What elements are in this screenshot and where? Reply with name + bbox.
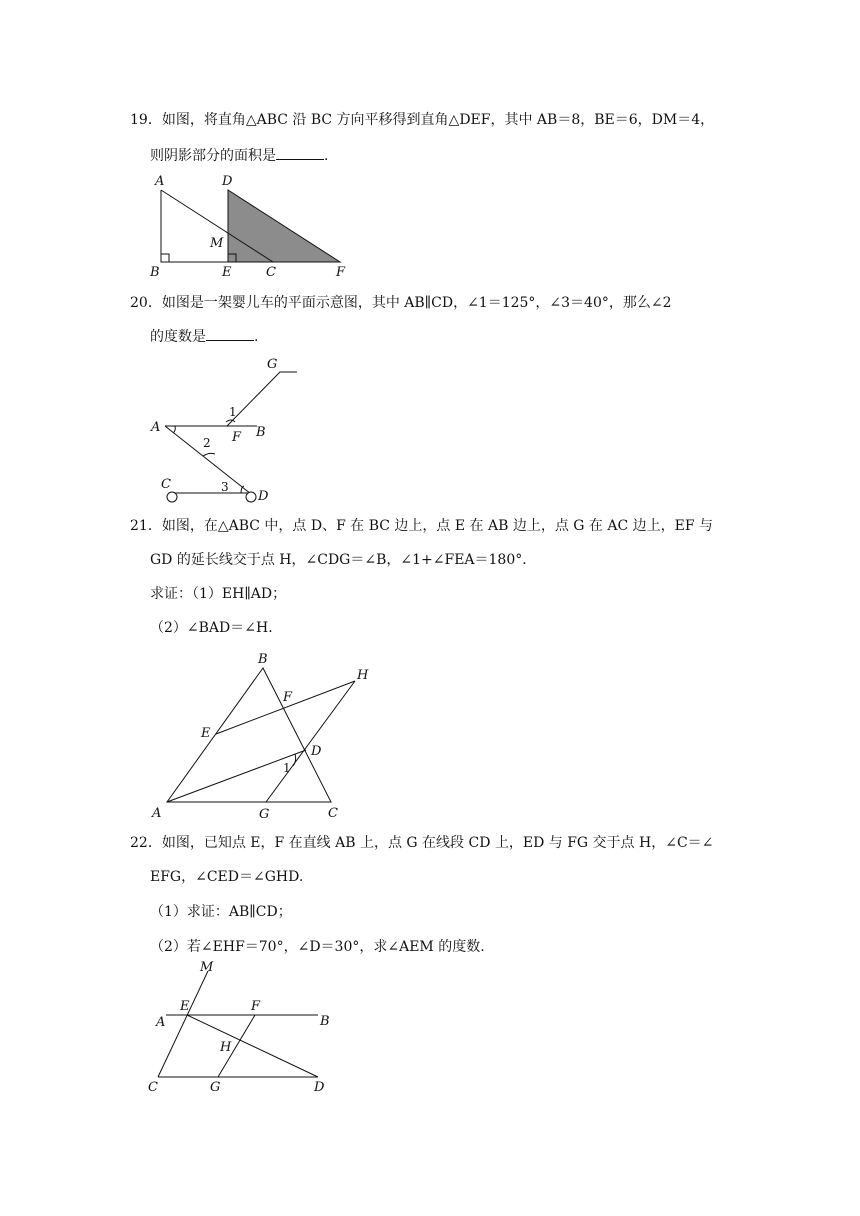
label-D: D (314, 1080, 325, 1095)
q19-line2 (150, 145, 328, 166)
shaded-region (228, 190, 340, 262)
label-H: H (357, 668, 369, 683)
label-C: C (266, 265, 276, 280)
q20-line2-end: . (254, 329, 259, 345)
label-B: B (150, 265, 160, 280)
q20-answer-blank[interactable] (206, 326, 254, 341)
label-M: M (200, 960, 214, 975)
q19-answer-blank[interactable] (276, 145, 324, 160)
triangle-abc (167, 668, 331, 802)
label-H: H (220, 1040, 232, 1055)
label-B: B (256, 425, 266, 440)
line-eh (216, 681, 355, 734)
label-G: G (267, 357, 278, 372)
label-D: D (258, 489, 269, 504)
q19-figure (140, 170, 360, 280)
label-F: F (336, 265, 346, 280)
q20-line1: 20．如图是一架婴儿车的平面示意图，其中 AB∥CD，∠1＝125°，∠3＝40°，那么∠2 (130, 295, 672, 311)
label-F: F (251, 999, 261, 1014)
label-E: E (201, 726, 211, 741)
wheel-c (167, 492, 177, 502)
label-C: C (148, 1080, 158, 1095)
q22-line4: （2）若∠EHF＝70°，∠D＝30°，求∠AEM 的度数. (150, 939, 485, 955)
label-A: A (155, 174, 165, 189)
q20-line2 (150, 326, 258, 347)
label-C: C (328, 806, 338, 820)
q21-line3: 求证：（1）EH∥AD； (150, 586, 287, 602)
line-ed (187, 1015, 318, 1077)
q20-line2-text: 的度数是 (150, 329, 206, 345)
label-1: 1 (283, 761, 291, 775)
q19-line1: 19．如图，将直角△ABC 沿 BC 方向平移得到直角△DEF，其中 AB＝8，BE＝6，DM＝4， (130, 112, 715, 128)
q22-line2: EFG，∠CED＝∠GHD. (150, 869, 304, 885)
label-D: D (222, 174, 233, 189)
angle-2-arc (203, 453, 215, 456)
q21-line4: （2）∠BAD＝∠H. (150, 620, 273, 636)
label-F: F (232, 430, 242, 445)
label-M: M (210, 236, 224, 251)
label-A: A (151, 420, 161, 435)
label-A: A (156, 1015, 166, 1030)
label-F: F (283, 690, 293, 705)
handle-g (227, 372, 297, 426)
label-D: D (311, 744, 322, 759)
label-C: C (161, 477, 171, 492)
label-3: 3 (221, 480, 229, 494)
q19-line2-text: 则阴影部分的面积是 (150, 148, 276, 164)
label-G: G (210, 1080, 221, 1095)
wheel-d (246, 492, 256, 502)
q21-line1: 21．如图，在△ABC 中，点 D、F 在 BC 边上，点 E 在 AB 边上，点 G 在 AC 边上，EF 与 (130, 518, 714, 534)
line-cm (158, 971, 208, 1077)
label-G: G (259, 807, 270, 820)
right-angle-b (161, 254, 169, 262)
q22-line1: 22．如图，已知点 E，F 在直线 AB 上，点 G 在线段 CD 上，ED 与 FG 交于点 H，∠C＝∠ (130, 835, 714, 851)
label-E: E (222, 265, 232, 280)
label-2: 2 (203, 436, 211, 450)
angle-1-arc (226, 420, 235, 422)
q19-line2-end: . (324, 148, 329, 164)
q21-line2: GD 的延长线交于点 H，∠CDG＝∠B，∠1+∠FEA＝180°． (150, 552, 537, 568)
label-E: E (180, 999, 190, 1014)
label-1: 1 (229, 405, 237, 419)
q20-figure (145, 352, 315, 507)
q22-figure (140, 955, 360, 1095)
label-B: B (258, 652, 268, 667)
q22-line3: （1）求证：AB∥CD； (150, 904, 292, 920)
label-A: A (152, 806, 162, 820)
angle-a-arc (173, 426, 175, 433)
label-B: B (320, 1014, 330, 1029)
q21-figure (145, 645, 385, 820)
